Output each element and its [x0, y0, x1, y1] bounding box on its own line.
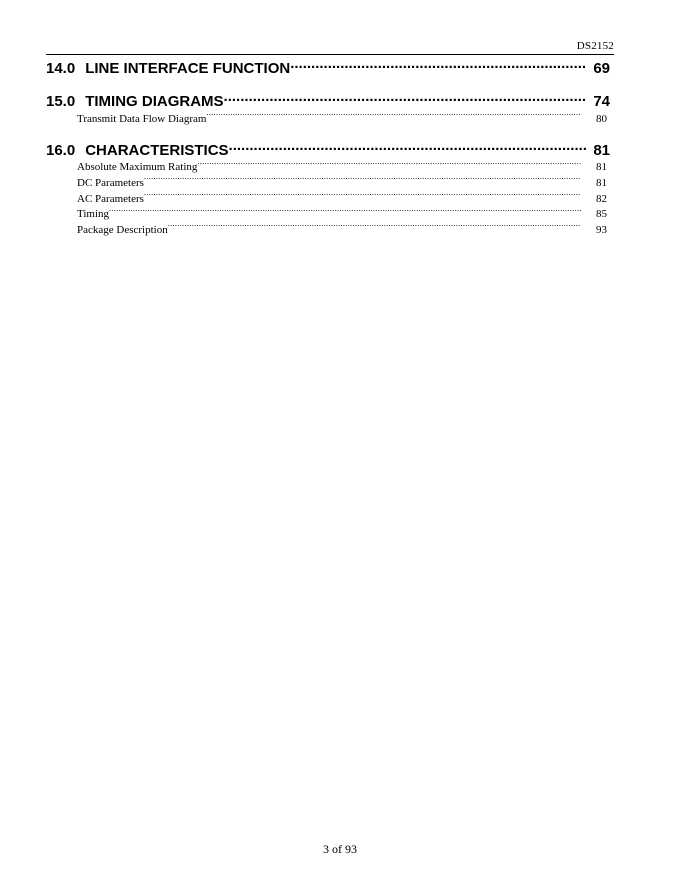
dot-leader [206, 106, 581, 122]
toc-section-16 [46, 136, 610, 237]
entry-title: DC Parameters [77, 177, 144, 190]
dot-leader [168, 217, 581, 233]
entry-title: Transmit Data Flow Diagram [77, 112, 207, 125]
entry-title: Package Description [77, 224, 168, 237]
entry-title: Absolute Maximum Rating [77, 161, 198, 174]
dot-leader [224, 87, 586, 106]
toc-entry-row[interactable] [46, 217, 610, 237]
dot-leader [109, 202, 581, 218]
table-of-contents [46, 54, 610, 247]
entry-page-number: 85 [596, 208, 607, 221]
entry-title: Timing [77, 208, 110, 221]
section-title: LINE INTERFACE FUNCTION [85, 60, 291, 77]
entry-page-number: 93 [596, 224, 607, 237]
toc-heading-row[interactable] [46, 136, 610, 159]
entry-page-number: 81 [596, 161, 607, 174]
toc-heading-row[interactable] [46, 87, 610, 110]
dot-leader [290, 54, 586, 73]
dot-leader [197, 155, 581, 171]
entry-title: AC Parameters [77, 192, 144, 205]
section-page-number: 81 [593, 141, 610, 159]
document-code: DS2152 [576, 40, 614, 52]
section-page-number: 69 [593, 60, 610, 77]
toc-section-14 [46, 54, 610, 77]
section-number: 16.0 [46, 141, 76, 159]
toc-section-15 [46, 87, 610, 125]
entry-page-number: 80 [596, 112, 607, 125]
page-footer: 3 of 93 [323, 842, 357, 856]
section-number: 15.0 [46, 93, 76, 110]
dot-leader [144, 170, 581, 186]
dot-leader [144, 186, 581, 202]
dot-leader [229, 136, 586, 155]
toc-entry-row[interactable] [46, 202, 610, 221]
section-number: 14.0 [46, 60, 76, 77]
toc-heading-row[interactable] [46, 54, 610, 77]
section-title: TIMING DIAGRAMS [85, 93, 224, 110]
section-page-number: 74 [593, 93, 610, 110]
entry-page-number: 82 [596, 192, 607, 205]
entry-page-number: 81 [596, 177, 607, 190]
section-title: CHARACTERISTICS [85, 141, 229, 159]
